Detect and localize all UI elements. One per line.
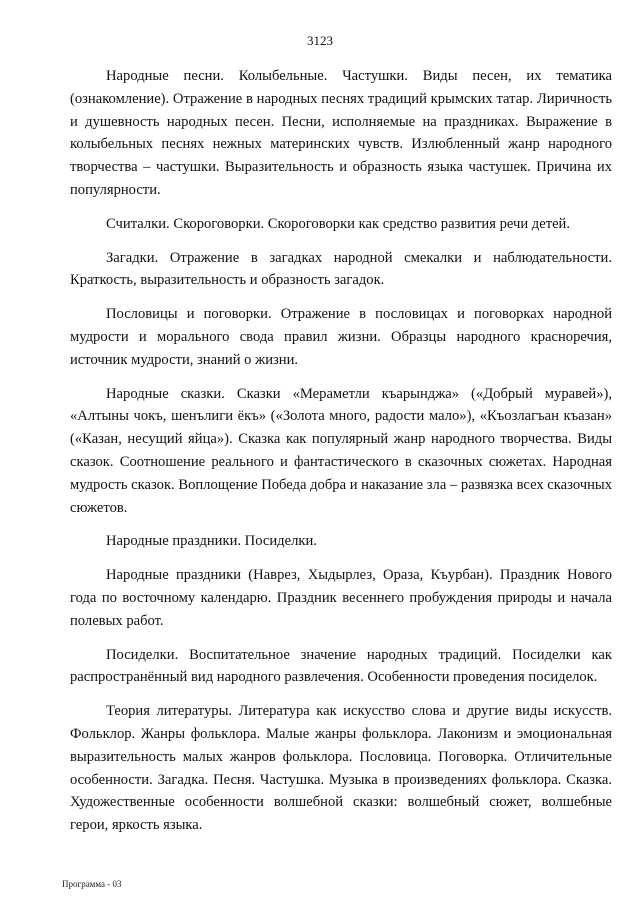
paragraph-folk-songs: Народные песни. Колыбельные. Частушки. Виды песен, их тематика (ознакомление). Отражение в народных песнях традиций крымских татар. Лиричность и душевность народных песен. Песни, исполняемые на праздниках. Выражение в колыбельных песнях нежных материнских чувств. Излюбленный жанр народного творчества – частушки. Выразительность и образность языка частушек. Причина их популярности. (70, 68, 612, 198)
paragraph-folk-holidays-heading: Народные праздники. Посиделки. (106, 533, 317, 550)
paragraph-folk-tales: Народные сказки. Сказки «Мераметли къарынджа» («Добрый муравей»), «Алтыны чокъ, шенълиги ёкъ» («Золота много, радости мало»), «Къозлагъан къазан» («Казан, несущий яйца»). Сказка как популярный жанр народного творчества. Виды сказок. Соотношение реального и фантастического в сказочных сюжетах. Народная мудрость сказок. Воплощение Победа добра и наказание зла – развязка всех сказочных сюжетов. (70, 385, 612, 516)
paragraph-folk-holidays: Народные праздники (Наврез, Хыдырлез, Ораза, Къурбан). Праздник Нового года по восточному календарю. Праздник весеннего пробуждения природы и начала полевых работ. (70, 567, 612, 629)
paragraph-counting-rhymes: Считалки. Скороговорки. Скороговорки как средство развития речи детей. (106, 215, 571, 232)
page-number: 3123 (307, 33, 333, 48)
document-body (70, 65, 612, 848)
page-footer: Программа - 03 (62, 879, 122, 889)
paragraph-riddles: Загадки. Отражение в загадках народной смекалки и наблюдательности. Краткость, выразительность и образность загадок. (70, 249, 612, 289)
paragraph-gatherings: Посиделки. Воспитательное значение народных традиций. Посиделки как распространённый вид народного развлечения. Особенности проведения посиделок. (70, 646, 612, 686)
paragraph-proverbs: Пословицы и поговорки. Отражение в пословицах и поговорках народной мудрости и морального свода правил жизни. Образцы народного красноречия, источник мудрости, знаний о жизни. (70, 306, 612, 368)
paragraph-literary-theory: Теория литературы. Литература как искусство слова и другие виды искусств. Фольклор. Жанры фольклора. Малые жанры фольклора. Лаконизм и эмоциональная выразительность малых жанров фольклора. Пословица. Поговорка. Отличительные особенности. Загадка. Песня. Частушка. Музыка в произведениях фольклора. Сказка. Художественные особенности волшебной сказки: волшебный сюжет, волшебные герои, яркость языка. (70, 703, 612, 834)
